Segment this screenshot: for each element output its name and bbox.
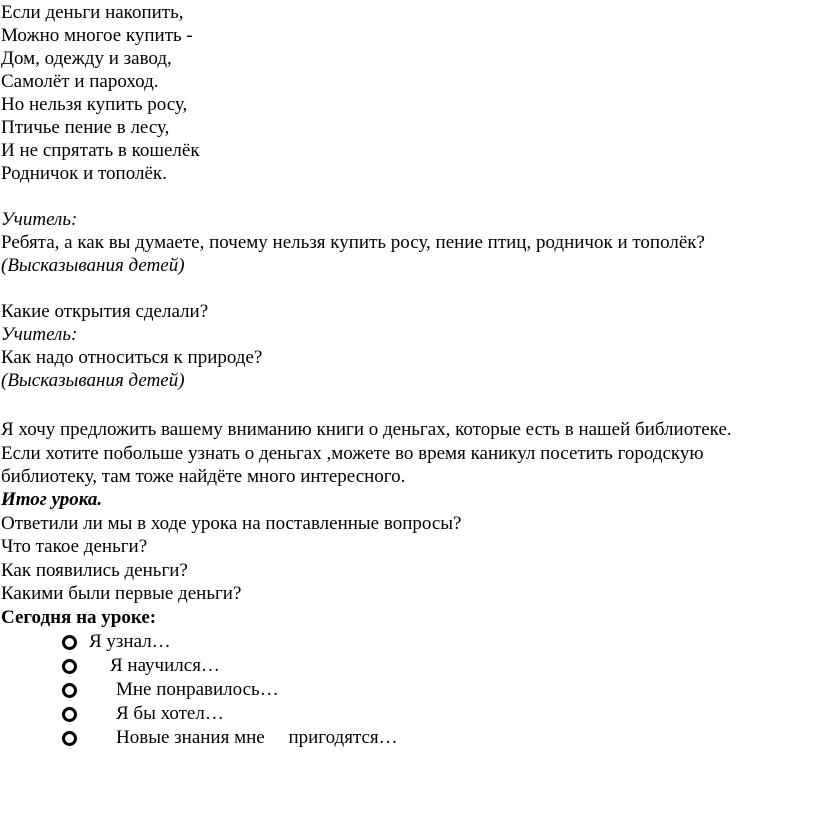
poem-line: И не спрятать в кошелёк <box>1 140 200 161</box>
reflection-item-text: Мне понравилось… <box>116 679 279 700</box>
poem-line: Дом, одежду и завод, <box>1 48 172 69</box>
teacher-question: Как надо относиться к природе? <box>1 347 263 368</box>
reflection-item <box>62 702 224 725</box>
circle-bullet-icon <box>62 683 77 698</box>
reflection-item-text: Я бы хотел… <box>116 703 224 724</box>
today-heading: Сегодня на уроке: <box>1 607 157 628</box>
children-response: (Высказывания детей) <box>1 370 185 391</box>
circle-bullet-icon <box>62 659 77 674</box>
poem-line: Родничок и тополёк. <box>1 163 167 184</box>
library-paragraph-line: библиотеку, там тоже найдёте много интересного. <box>1 466 406 487</box>
poem-line: Но нельзя купить росу, <box>1 94 188 115</box>
children-response: (Высказывания детей) <box>1 255 185 276</box>
reflection-item-text: Я научился… <box>110 655 220 676</box>
poem-line: Самолёт и пароход. <box>1 71 159 92</box>
summary-question: Как появились деньги? <box>1 560 188 581</box>
teacher-label: Учитель: <box>1 324 78 345</box>
reflection-item-text: Новые знания мне пригодятся… <box>116 727 398 748</box>
teacher-label: Учитель: <box>1 209 78 230</box>
summary-question: Какими были первые деньги? <box>1 583 242 604</box>
poem-line: Птичье пение в лесу, <box>1 117 170 138</box>
discoveries-question: Какие открытия сделали? <box>1 301 209 322</box>
reflection-item <box>62 630 171 653</box>
poem-line: Можно многое купить - <box>1 25 193 46</box>
reflection-item <box>62 678 279 701</box>
circle-bullet-icon <box>62 635 77 650</box>
poem-line: Если деньги накопить, <box>1 2 184 23</box>
reflection-item <box>62 726 398 749</box>
summary-question: Что такое деньги? <box>1 536 148 557</box>
teacher-question: Ребята, а как вы думаете, почему нельзя купить росу, пение птиц, родничок и тополёк? <box>1 232 705 253</box>
reflection-item-text: Я узнал… <box>89 631 171 652</box>
library-paragraph-line: Я хочу предложить вашему вниманию книги о деньгах, которые есть в нашей библиотеке. <box>1 419 732 440</box>
library-paragraph-line: Если хотите побольше узнать о деньгах ,можете во время каникул посетить городскую <box>1 443 704 464</box>
reflection-item <box>62 654 220 677</box>
circle-bullet-icon <box>62 707 77 722</box>
lesson-summary-heading: Итог урока. <box>1 489 103 510</box>
summary-question: Ответили ли мы в ходе урока на поставленные вопросы? <box>1 513 462 534</box>
circle-bullet-icon <box>62 731 77 746</box>
